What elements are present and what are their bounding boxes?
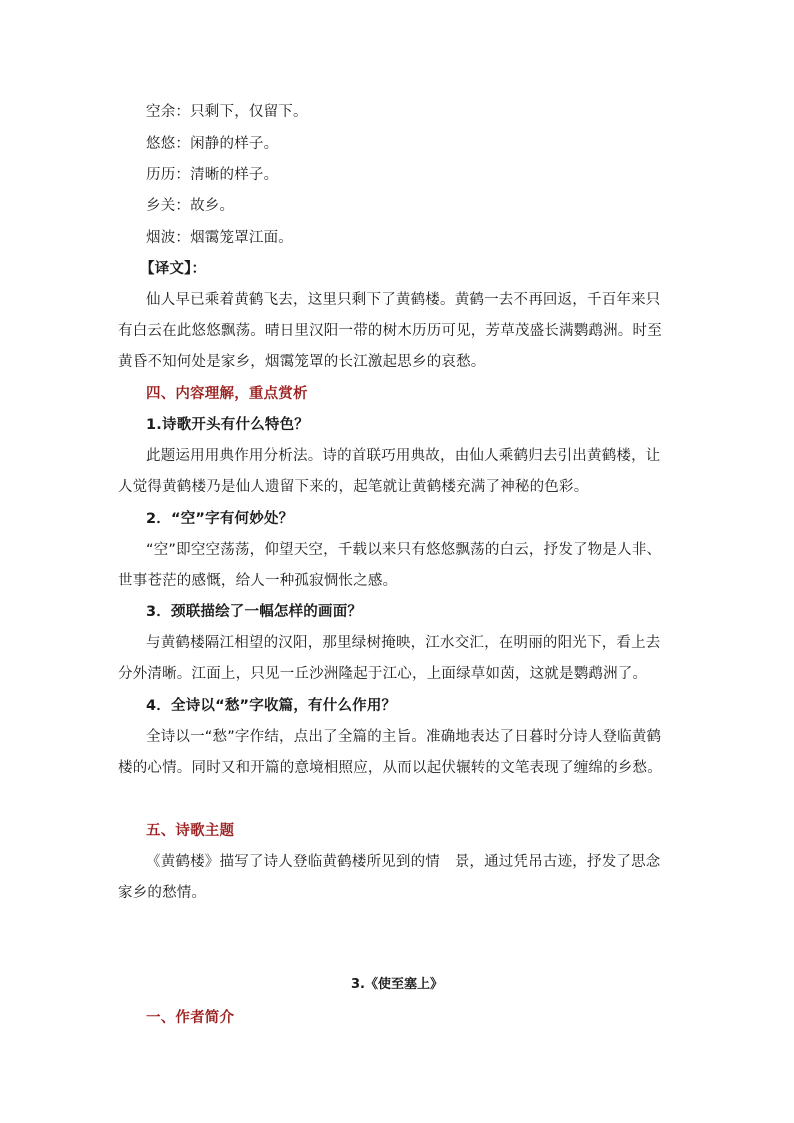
- question-2: 2．“空”字有何妙处？: [146, 511, 294, 527]
- theme-text: 《黄鹤楼》描写了诗人登临黄鹤楼所见到的情 景，通过凭吊古迹，抒发了思念家乡的愁情。: [118, 854, 661, 901]
- question-4: 4．全诗以“愁”字收篇，有什么作用？: [146, 698, 397, 714]
- answer-4: 全诗以一“愁”字作结，点出了全篇的主旨。准确地表达了日暮时分诗人登临黄鹤楼的心情。同时又和开篇的意境相照应，从而以起伏辗转的文笔表现了缠绵的乡愁。: [118, 729, 662, 776]
- note-lili: 历历：清晰的样子。: [146, 167, 279, 183]
- answer-1: 此题运用用典作用分析法。诗的首联巧用典故，由仙人乘鹤归去引出黄鹤楼，让人觉得黄鹤楼乃是仙人遗留下来的，起笔就让黄鹤楼充满了神秘的色彩。: [118, 448, 661, 495]
- note-kongyu: 空余：只剩下，仅留下。: [146, 104, 308, 120]
- note-youyou: 悠悠：闲静的样子。: [146, 136, 279, 152]
- note-yanbo: 烟波：烟霭笼罩江面。: [146, 230, 293, 246]
- translation-text: 仙人早已乘着黄鹤飞去，这里只剩下了黄鹤楼。黄鹤一去不再回返，千百年来只有白云在此悠悠飘荡。晴日里汉阳一带的树木历历可见，芳草茂盛长满鹦鹉洲。时至黄昏不知何处是家乡，烟霭笼罩的长江激起思乡的哀愁。: [118, 292, 662, 370]
- author-intro-heading: 一、作者简介: [146, 1010, 235, 1026]
- section-4-heading: 四、内容理解，重点赏析: [146, 386, 308, 402]
- section-5-heading: 五、诗歌主题: [146, 823, 235, 839]
- poem-title: 3.《使至塞上》: [351, 977, 443, 992]
- question-1: 1.诗歌开头有什么特色？: [146, 417, 309, 433]
- note-xiangguan: 乡关：故乡。: [146, 198, 235, 214]
- answer-3: 与黄鹤楼隔江相望的汉阳，那里绿树掩映，江水交汇，在明丽的阳光下，看上去分外清晰。江面上，只见一丘沙洲隆起于江心，上面绿草如茵，这就是鹦鹉洲了。: [118, 635, 661, 682]
- answer-2: “空”即空空荡荡，仰望天空，千载以来只有悠悠飘荡的白云，抒发了物是人非、世事苍茫的感慨，给人一种孤寂惆怅之感。: [118, 542, 662, 589]
- question-3: 3．颈联描绘了一幅怎样的画面？: [146, 604, 363, 620]
- translation-heading: 【译文】：: [140, 261, 207, 277]
